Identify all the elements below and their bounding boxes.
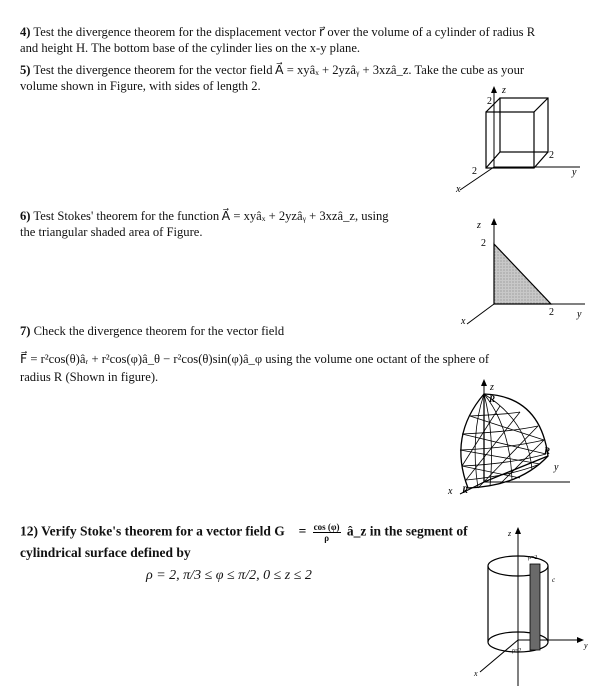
x-label: x — [474, 669, 478, 678]
problem-6-line1 — [20, 208, 389, 224]
shaded-surface-segment — [530, 564, 540, 650]
z-label: z — [477, 220, 481, 231]
problem-6-text: Test Stokes' theorem for the function A⃗ = xyâₓ + 2yzâᵧ + 3xzâ_z, using — [33, 209, 389, 223]
y-label: y — [554, 462, 559, 473]
x-axis — [467, 304, 494, 324]
problem-12-text-a: Verify Stoke's theorem for a vector field G⃗ = — [41, 523, 307, 539]
problem-4-line2: and height H. The bottom base of the cylinder lies on the x-y plane. — [20, 41, 361, 55]
fraction-denominator: ρ — [324, 533, 330, 543]
c-label: c — [552, 576, 556, 584]
problem-7-number: 7) — [20, 324, 31, 338]
triangle-figure — [455, 212, 595, 330]
cylinder-figure — [468, 526, 594, 696]
radius-label-bottom: R — [462, 485, 469, 495]
x-axis — [460, 167, 494, 190]
side-label-y: 2 — [549, 307, 554, 318]
radius-label-top: R — [489, 394, 496, 404]
problem-5-line2: volume shown in Figure, with sides of length 2. — [20, 79, 261, 93]
problem-5-line1 — [20, 62, 524, 78]
problem-7-text: Check the divergence theorem for the vector field — [33, 324, 285, 338]
problem-12-number: 12) — [20, 523, 38, 539]
z-label: z — [502, 85, 506, 96]
z-label: z — [508, 529, 512, 538]
x-axis — [480, 640, 518, 672]
z-label: z — [490, 382, 494, 393]
y-label: y — [577, 309, 582, 320]
problem-12-line1 — [20, 522, 468, 543]
radius-label-right: R — [544, 446, 551, 456]
problem-5-text: Test the divergence theorem for the vector field A⃗ = xyâₓ + 2yzâᵧ + 3xzâ_z. Take the cube as your — [33, 63, 525, 77]
cube-figure — [450, 82, 590, 200]
y-label: y — [572, 167, 577, 178]
problem-12-conditions: ρ = 2, π/3 ≤ φ ≤ π/2, 0 ≤ z ≤ 2 — [146, 568, 312, 583]
sphere-octant-figure — [440, 376, 580, 496]
fraction — [313, 522, 341, 543]
top-radius-label: ρ=2 — [528, 555, 538, 561]
side-label-z: 2 — [481, 238, 486, 249]
y-label: y — [584, 641, 588, 650]
x-label: x — [448, 486, 453, 496]
fraction-numerator: cos (φ) — [313, 522, 340, 532]
shaded-triangle — [494, 244, 551, 304]
side-label-x: 2 — [472, 166, 477, 177]
side-label-z: 2 — [487, 96, 492, 107]
problem-7-line1 — [20, 323, 284, 339]
problem-6-number: 6) — [20, 209, 31, 223]
problem-12-text-b: â_z in the segment of — [346, 523, 468, 539]
x-label: x — [456, 184, 461, 195]
side-label-y: 2 — [549, 150, 554, 161]
problem-6-line2: the triangular shaded area of Figure. — [20, 225, 203, 239]
problem-4-text: Test the divergence theorem for the displacement vector r⃗ over the volume of a cylinder of radius R — [33, 25, 536, 39]
problem-5-number: 5) — [20, 63, 31, 77]
problem-4-number: 4) — [20, 25, 31, 39]
x-label: x — [461, 316, 466, 327]
problem-7-line3: radius R (Shown in figure). — [20, 370, 159, 384]
problem-12-line2: cylindrical surface defined by — [20, 545, 191, 560]
bottom-radius-label: ρ=2 — [512, 648, 522, 654]
problem-4-line1 — [20, 24, 535, 40]
problem-7-line2: F⃗ = r²cos(θ)âᵣ + r²cos(φ)â_θ − r²cos(θ)sin(φ)â_φ using the volume one octant of the sphere of — [20, 352, 490, 366]
